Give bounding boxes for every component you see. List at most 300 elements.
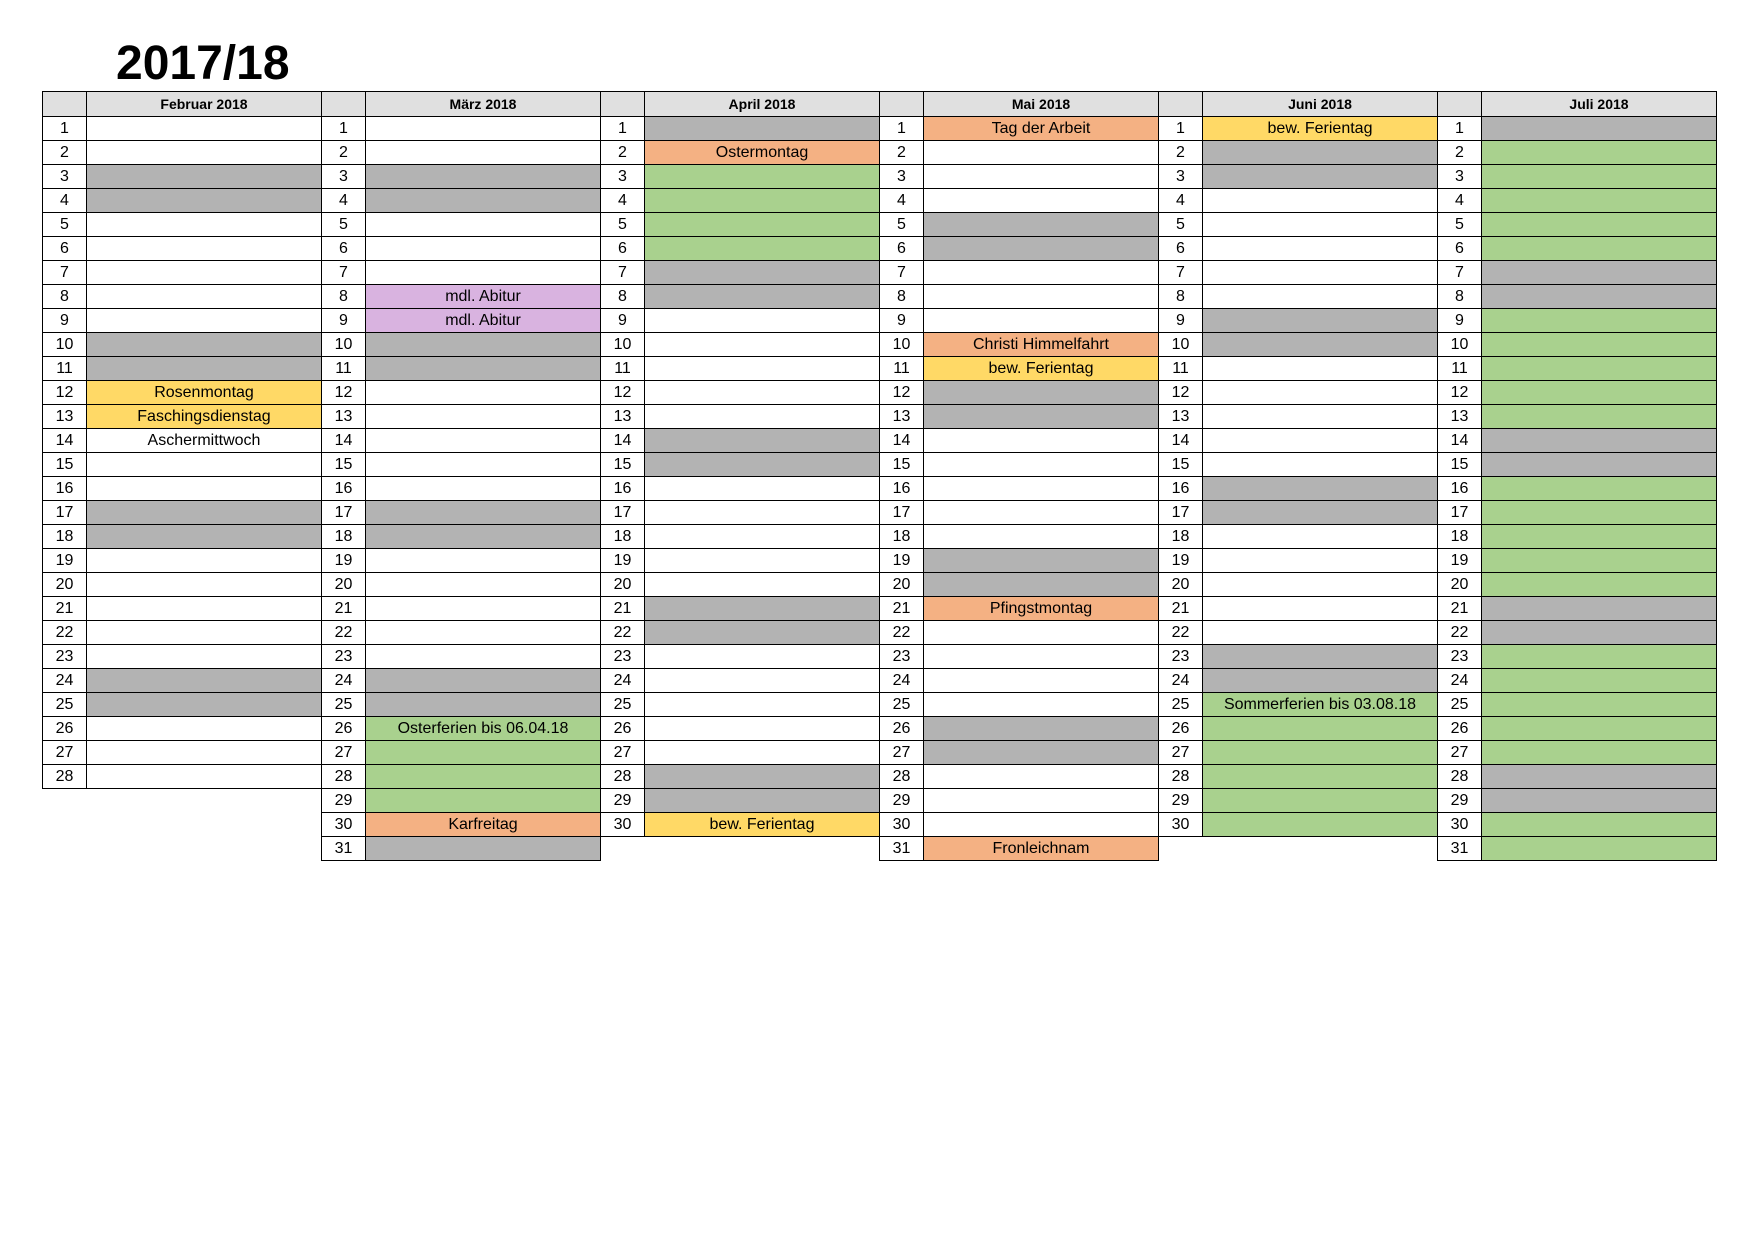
day-row [43,429,322,453]
day-number: 5 [43,213,87,237]
day-row [880,669,1159,693]
day-number: 6 [1438,237,1482,261]
day-number: 7 [322,261,366,285]
day-number: 15 [1438,453,1482,477]
month-name: Juni 2018 [1203,92,1438,117]
day-number: 16 [1438,477,1482,501]
day-row [1159,285,1438,309]
day-event-cell [1203,525,1438,549]
day-number: 23 [322,645,366,669]
day-event-cell [924,237,1159,261]
day-number: 18 [1438,525,1482,549]
day-row [880,501,1159,525]
day-row [1159,237,1438,261]
day-event-cell [645,309,880,333]
day-event-cell [645,645,880,669]
day-row [322,357,601,381]
day-event-cell [1203,285,1438,309]
day-number: 18 [43,525,87,549]
day-event-cell [924,813,1159,837]
day-event-cell [924,261,1159,285]
day-event-cell [87,165,322,189]
day-row [1159,165,1438,189]
day-event-cell [87,741,322,765]
day-row [322,525,601,549]
day-row [880,381,1159,405]
day-number: 16 [1159,477,1203,501]
day-row [601,645,880,669]
day-event-cell [924,285,1159,309]
day-event-cell [366,165,601,189]
day-event-cell [1482,573,1717,597]
day-event-cell [1203,261,1438,285]
day-row [43,549,322,573]
day-number: 19 [43,549,87,573]
day-number: 3 [43,165,87,189]
day-event-cell [1482,645,1717,669]
day-row [1438,165,1717,189]
day-number: 29 [1438,789,1482,813]
day-event-cell [366,837,601,861]
day-row [1159,189,1438,213]
day-row [601,549,880,573]
day-event-cell [645,573,880,597]
day-row [601,237,880,261]
day-event-cell: bew. Ferientag [1203,117,1438,141]
day-row [601,453,880,477]
day-event-cell [366,453,601,477]
day-number: 21 [601,597,645,621]
day-row [601,813,880,837]
day-row [880,645,1159,669]
day-event-cell [924,189,1159,213]
day-event-cell [1203,549,1438,573]
day-row [322,621,601,645]
day-row [43,597,322,621]
day-number-header [1159,92,1203,117]
day-event-cell [924,165,1159,189]
month-name: Juli 2018 [1482,92,1717,117]
day-row [43,333,322,357]
day-number: 28 [43,765,87,789]
day-number: 19 [1159,549,1203,573]
day-event-cell [87,117,322,141]
day-number: 12 [1438,381,1482,405]
day-event-cell [1203,381,1438,405]
day-number: 22 [322,621,366,645]
day-event-cell: Ostermontag [645,141,880,165]
day-row [43,141,322,165]
day-event-cell [924,213,1159,237]
day-number: 14 [1438,429,1482,453]
day-row [43,717,322,741]
day-number: 11 [1438,357,1482,381]
day-row [1159,813,1438,837]
day-event-cell [645,501,880,525]
day-row [601,285,880,309]
day-number: 16 [43,477,87,501]
day-number: 22 [880,621,924,645]
day-event-cell [366,477,601,501]
day-event-cell [645,165,880,189]
day-number: 11 [322,357,366,381]
day-row [1159,405,1438,429]
day-event-cell [1482,405,1717,429]
day-number: 22 [601,621,645,645]
day-number-header [880,92,924,117]
day-row [1159,645,1438,669]
day-number: 12 [880,381,924,405]
day-row [43,525,322,549]
day-number: 25 [1438,693,1482,717]
day-number: 31 [880,837,924,861]
day-event-cell [1203,189,1438,213]
day-event-cell [87,621,322,645]
day-event-cell [87,501,322,525]
day-event-cell: Pfingstmontag [924,597,1159,621]
day-row [601,309,880,333]
day-event-cell [87,357,322,381]
day-event-cell [1203,813,1438,837]
day-number: 4 [601,189,645,213]
day-number: 7 [1438,261,1482,285]
day-event-cell [1203,621,1438,645]
day-number: 8 [43,285,87,309]
day-number: 15 [322,453,366,477]
day-event-cell [645,333,880,357]
day-number: 14 [601,429,645,453]
day-row [322,597,601,621]
day-event-cell [87,333,322,357]
day-row [1159,789,1438,813]
day-number: 2 [601,141,645,165]
day-event-cell [366,765,601,789]
day-row [601,597,880,621]
day-number: 6 [322,237,366,261]
day-number: 27 [322,741,366,765]
day-row [322,213,601,237]
day-number: 17 [43,501,87,525]
day-number: 28 [1159,765,1203,789]
day-number: 9 [43,309,87,333]
day-row [880,333,1159,357]
day-number: 26 [1159,717,1203,741]
day-row [1438,189,1717,213]
day-number: 26 [601,717,645,741]
day-row [1159,693,1438,717]
day-event-cell [87,645,322,669]
day-row [1159,621,1438,645]
day-event-cell [366,117,601,141]
day-row [322,165,601,189]
month-table [600,91,880,837]
day-row [1159,213,1438,237]
day-row [322,309,601,333]
day-event-cell [924,717,1159,741]
day-event-cell [366,597,601,621]
day-row [43,189,322,213]
day-number: 9 [322,309,366,333]
day-number: 4 [1438,189,1482,213]
day-number: 26 [43,717,87,741]
day-event-cell [645,285,880,309]
day-row [1438,717,1717,741]
day-number: 2 [1438,141,1482,165]
day-row [601,381,880,405]
month-name: März 2018 [366,92,601,117]
day-event-cell [1482,429,1717,453]
day-row [1438,429,1717,453]
day-number: 11 [880,357,924,381]
day-number: 1 [1159,117,1203,141]
day-row [43,501,322,525]
day-number: 31 [1438,837,1482,861]
day-row [43,405,322,429]
day-number: 8 [880,285,924,309]
day-number: 23 [43,645,87,669]
day-number: 15 [1159,453,1203,477]
day-event-cell [366,549,601,573]
day-row [322,573,601,597]
day-number: 29 [322,789,366,813]
day-event-cell [924,501,1159,525]
day-number: 23 [1159,645,1203,669]
day-number: 11 [1159,357,1203,381]
day-event-cell [366,693,601,717]
day-row [601,717,880,741]
day-row [880,597,1159,621]
day-number: 14 [43,429,87,453]
day-row [1438,453,1717,477]
day-event-cell [1203,429,1438,453]
day-event-cell [924,309,1159,333]
day-event-cell [1203,645,1438,669]
day-number: 25 [43,693,87,717]
day-row [1438,621,1717,645]
day-event-cell [645,213,880,237]
day-event-cell [1203,501,1438,525]
day-row [43,573,322,597]
day-event-cell [645,405,880,429]
day-row [601,573,880,597]
day-number: 12 [43,381,87,405]
day-number: 22 [1438,621,1482,645]
day-event-cell [1203,357,1438,381]
day-row [1438,525,1717,549]
day-number: 14 [880,429,924,453]
day-number: 30 [1159,813,1203,837]
day-number: 10 [322,333,366,357]
day-event-cell: mdl. Abitur [366,309,601,333]
day-number: 27 [1438,741,1482,765]
day-event-cell [87,693,322,717]
day-number: 16 [322,477,366,501]
day-event-cell: bew. Ferientag [924,357,1159,381]
day-row [1159,117,1438,141]
month-header-row [1159,92,1438,117]
day-row [1438,789,1717,813]
day-row [43,117,322,141]
day-event-cell [366,429,601,453]
day-number: 1 [1438,117,1482,141]
day-row [43,669,322,693]
day-number: 22 [1159,621,1203,645]
day-event-cell [87,549,322,573]
day-number: 7 [880,261,924,285]
day-event-cell [924,549,1159,573]
day-event-cell [924,765,1159,789]
day-event-cell [645,381,880,405]
day-event-cell [1482,213,1717,237]
month-header-row [43,92,322,117]
day-event-cell [366,213,601,237]
day-event-cell [645,693,880,717]
month-table [42,91,322,789]
day-event-cell [1203,333,1438,357]
month-table [1158,91,1438,837]
day-number: 10 [1159,333,1203,357]
day-event-cell [924,669,1159,693]
day-number: 29 [1159,789,1203,813]
day-row [1438,477,1717,501]
day-number: 19 [322,549,366,573]
day-row [322,381,601,405]
day-row [601,117,880,141]
day-row [1438,837,1717,861]
day-event-cell [87,309,322,333]
month-name: Februar 2018 [87,92,322,117]
day-row [1159,429,1438,453]
day-number: 15 [601,453,645,477]
day-event-cell: Rosenmontag [87,381,322,405]
day-event-cell [1203,741,1438,765]
day-number: 17 [1438,501,1482,525]
day-number: 25 [880,693,924,717]
day-row [880,189,1159,213]
day-row [1159,381,1438,405]
day-row [1438,573,1717,597]
day-row [880,117,1159,141]
day-event-cell [1482,717,1717,741]
day-number: 10 [43,333,87,357]
day-row [880,141,1159,165]
day-event-cell [1482,117,1717,141]
day-number: 16 [601,477,645,501]
day-event-cell: mdl. Abitur [366,285,601,309]
day-event-cell [1482,693,1717,717]
day-row [43,357,322,381]
day-event-cell [366,405,601,429]
day-number: 28 [322,765,366,789]
day-number: 26 [1438,717,1482,741]
day-event-cell [1482,453,1717,477]
day-number: 1 [601,117,645,141]
day-number-header [1438,92,1482,117]
day-number: 4 [880,189,924,213]
day-event-cell [924,645,1159,669]
day-event-cell [1203,477,1438,501]
day-event-cell [87,597,322,621]
day-row [601,477,880,501]
day-row [1159,333,1438,357]
day-row [1159,741,1438,765]
month-table [879,91,1159,861]
day-row [880,765,1159,789]
day-event-cell [645,117,880,141]
day-number: 18 [322,525,366,549]
day-row [1438,813,1717,837]
day-event-cell [366,141,601,165]
day-row [1438,285,1717,309]
day-number: 24 [601,669,645,693]
day-row [43,477,322,501]
day-number: 21 [880,597,924,621]
day-row [1438,309,1717,333]
day-event-cell [366,621,601,645]
day-row [322,429,601,453]
day-event-cell: Faschingsdienstag [87,405,322,429]
day-row [322,549,601,573]
day-row [880,693,1159,717]
day-event-cell [645,621,880,645]
day-row [322,501,601,525]
day-event-cell [645,765,880,789]
day-number: 27 [1159,741,1203,765]
day-row [43,693,322,717]
day-event-cell [87,717,322,741]
day-number: 8 [322,285,366,309]
day-event-cell [1482,165,1717,189]
day-event-cell [1482,741,1717,765]
day-row [880,525,1159,549]
day-row [322,717,601,741]
day-number: 21 [43,597,87,621]
day-number: 26 [322,717,366,741]
day-event-cell [924,789,1159,813]
day-event-cell [1203,309,1438,333]
day-event-cell [645,789,880,813]
day-number: 19 [880,549,924,573]
day-row [880,741,1159,765]
day-event-cell [1203,717,1438,741]
day-row [322,261,601,285]
day-event-cell [645,357,880,381]
day-number: 7 [1159,261,1203,285]
day-row [1159,453,1438,477]
day-event-cell [1203,573,1438,597]
day-event-cell [645,741,880,765]
day-number: 5 [322,213,366,237]
day-event-cell [87,213,322,237]
day-event-cell [1482,477,1717,501]
day-event-cell [87,477,322,501]
day-number: 22 [43,621,87,645]
day-row [322,189,601,213]
day-event-cell [1482,261,1717,285]
day-number: 24 [43,669,87,693]
day-number: 23 [601,645,645,669]
day-number: 18 [1159,525,1203,549]
day-event-cell [366,573,601,597]
day-row [1438,501,1717,525]
day-event-cell [1203,597,1438,621]
day-row [322,837,601,861]
day-row [1159,309,1438,333]
day-number: 13 [322,405,366,429]
day-number: 11 [601,357,645,381]
day-event-cell [87,453,322,477]
day-event-cell [87,285,322,309]
